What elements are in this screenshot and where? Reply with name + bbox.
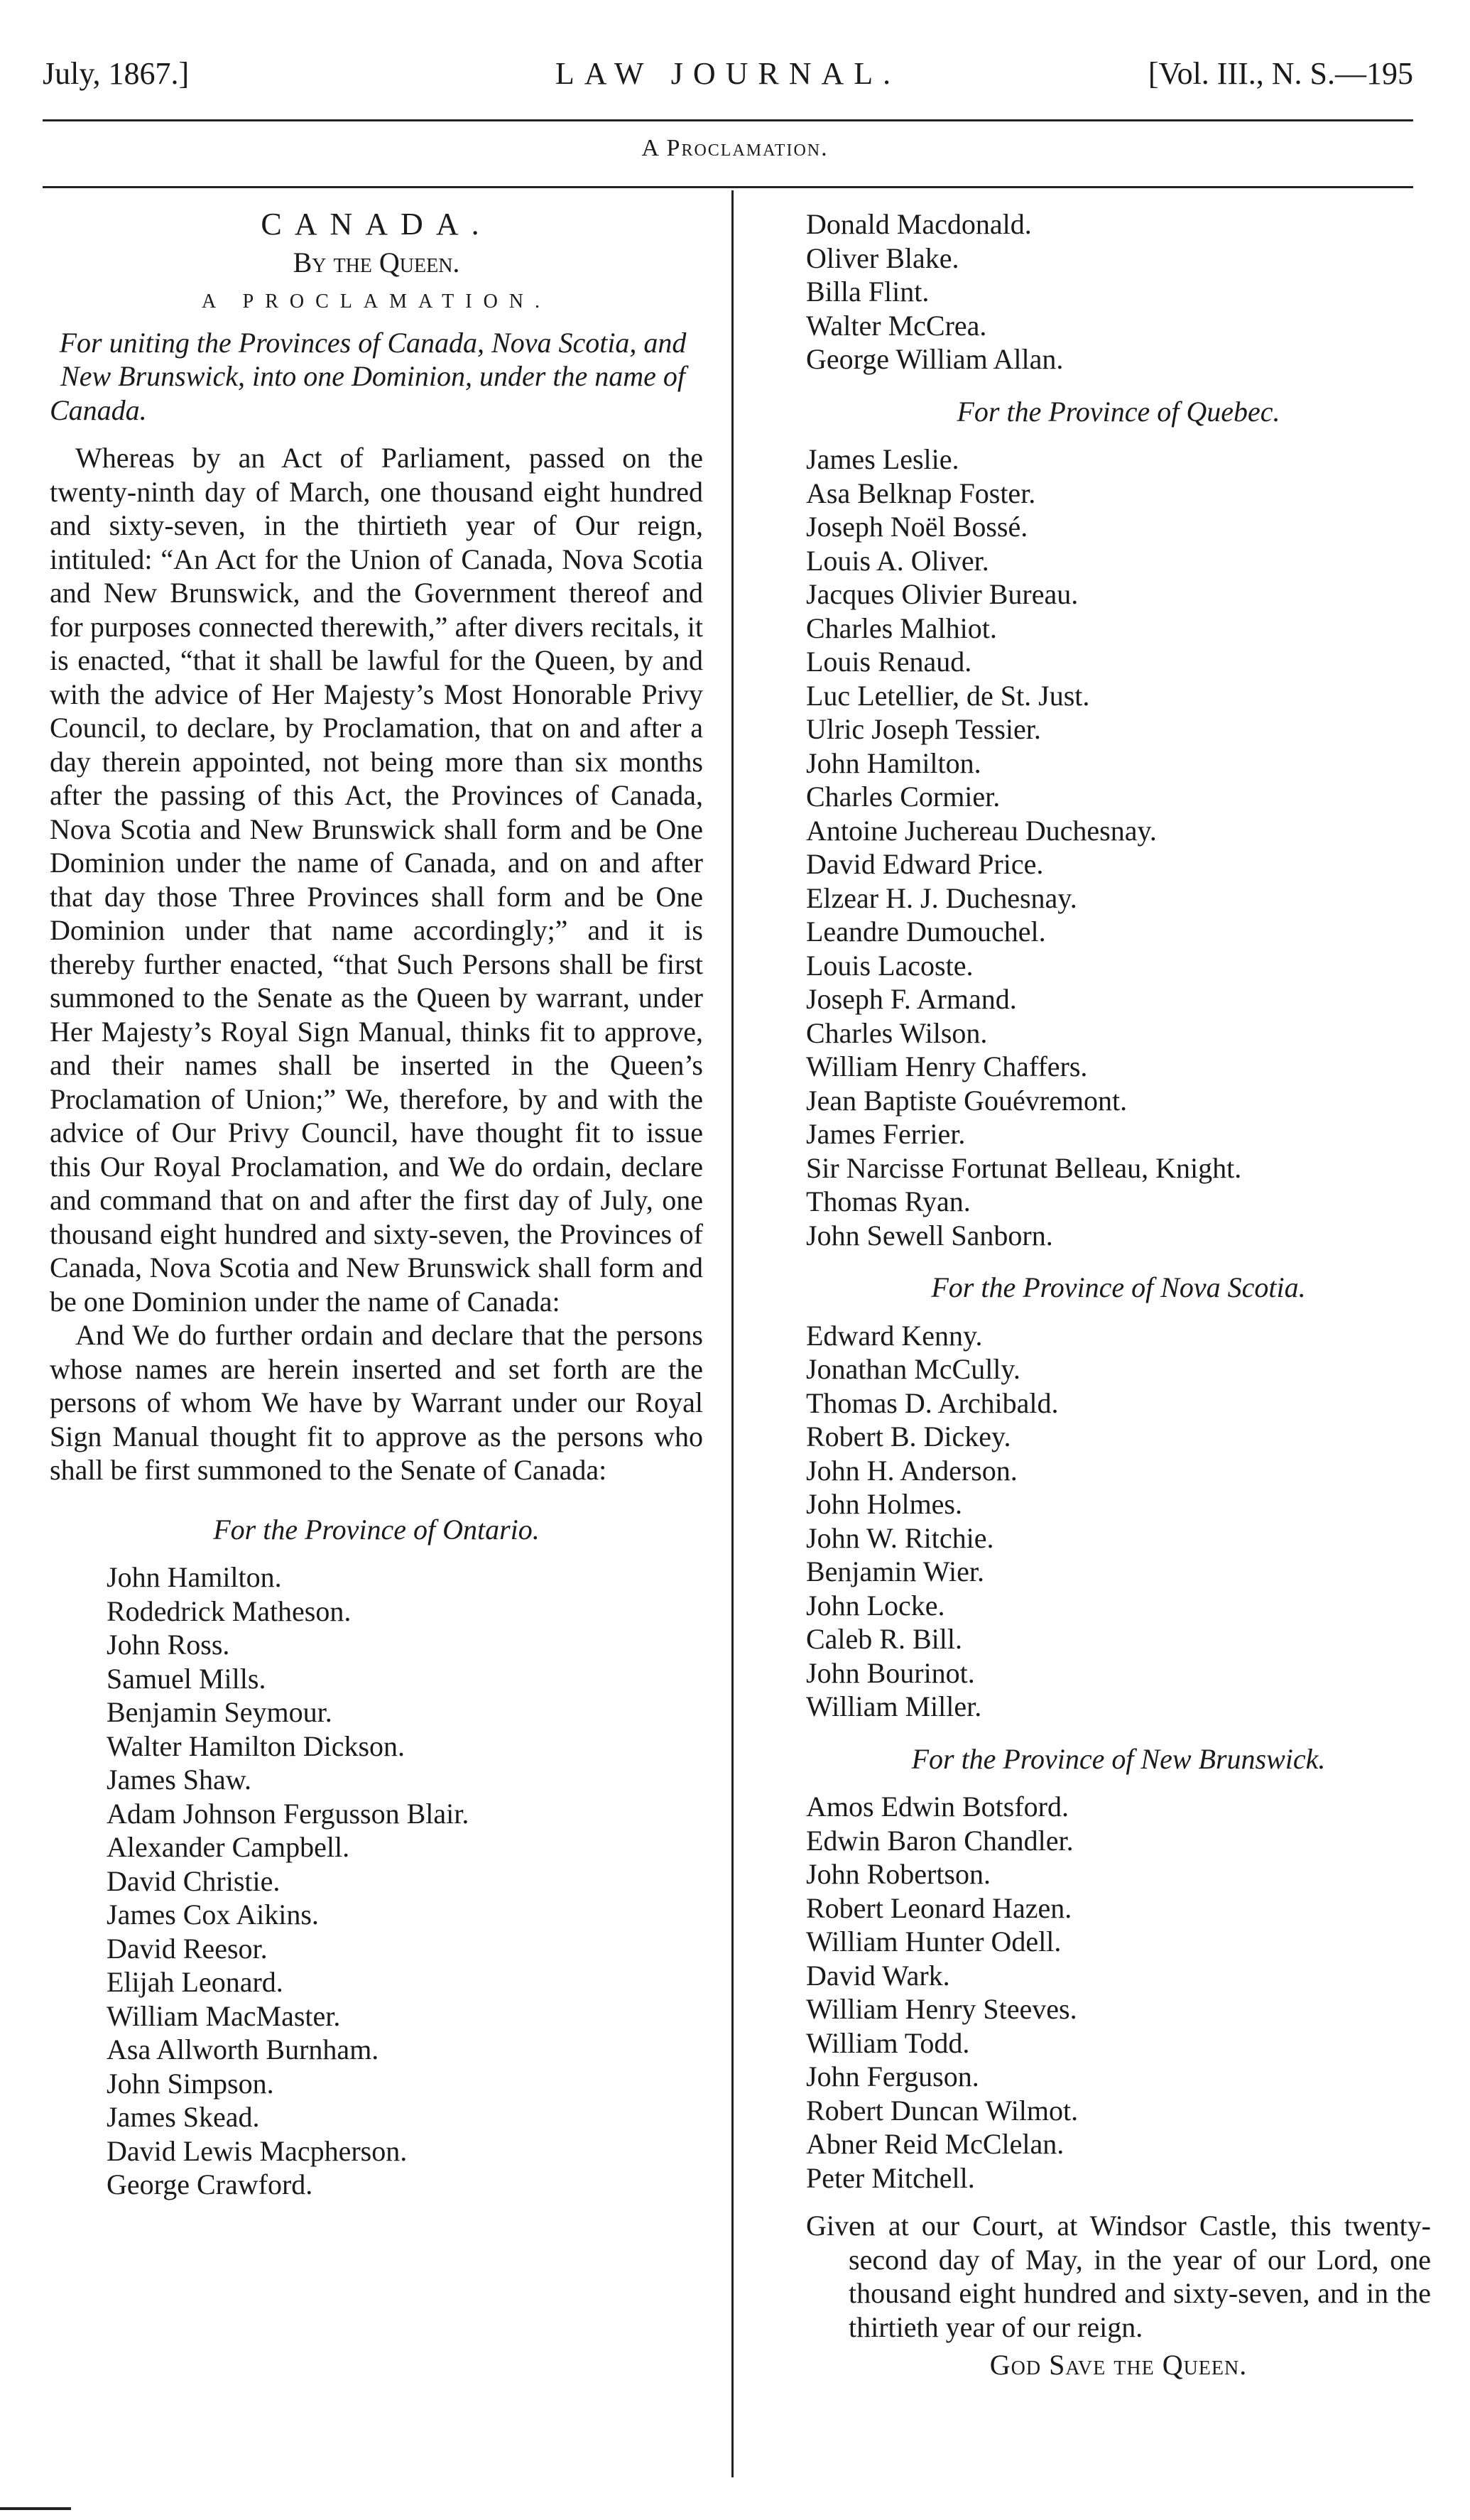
section-subheader: A Proclamation. xyxy=(641,135,829,161)
senator-name: Robert Leonard Hazen. xyxy=(806,1891,1072,1924)
senator-name: Louis Lacoste. xyxy=(806,949,974,982)
header-volume-page: [Vol. III., N. S.—195 xyxy=(1148,56,1413,91)
senator-name: Jonathan McCully. xyxy=(806,1353,1020,1385)
senator-name: David Wark. xyxy=(806,1959,950,1992)
senator-name: George William Allan. xyxy=(806,343,1064,375)
running-header xyxy=(43,55,1413,112)
senator-name: Leandre Dumouchel. xyxy=(806,916,1046,947)
quebec-heading: For the Province of Quebec. xyxy=(957,395,1280,428)
senator-name: John Holmes. xyxy=(806,1488,962,1520)
senator-name: William Hunter Odell. xyxy=(806,1926,1062,1957)
column-divider xyxy=(731,190,734,2477)
senator-name: William MacMaster. xyxy=(107,1999,341,2032)
senator-name: William Henry Chaffers. xyxy=(806,1050,1088,1082)
senator-name: John H. Anderson. xyxy=(806,1454,1018,1487)
senator-name: John Locke. xyxy=(806,1589,945,1622)
quebec-senators-list xyxy=(806,442,1431,1252)
whereas-paragraph: Whereas by an Act of Parliament, passed on the twenty-ninth day of March, one thousand eight hundred and sixty-seven, in the thirtieth year of Our reign, intituled: “An Act for the Union of Canada, Nova Scotia and New Brunswick, and the Government thereof and for purposes connected therewith,” after divers recitals, it is enacted, “that it shall be lawful for the Queen, by and with the advice of Her Majesty’s Most Honorable Privy Council, to declare, by Proclamation, that on and after a day therein appointed, not being more than six months after the passing of this Act, the Provinces of Canada, Nova Scotia and New Brunswick shall form and be One Dominion under the name of Canada, and on and after that day those Three Provinces shall form and be One Dominion under that name accordingly;” and it is thereby further enacted, “that Such Persons shall be first summoned to the Senate as the Queen by warrant, under Her Majesty’s Royal Sign Manual, thinks fit to approve, and their names shall be inserted in the Queen’s Proclamation of Union;” We, therefore, by and with the advice of Our Privy Council, have thought fit to issue this Our Royal Proclamation, and We do ordain, declare and command that on and after the first day of July, one thousand eight hundred and sixty-seven, the Provinces of Canada, Nova Scotia and New Brunswick shall form and be one Dominion under the name of Canada: xyxy=(50,442,703,1318)
by-the-queen: By the Queen. xyxy=(293,246,460,278)
senator-name: Benjamin Seymour. xyxy=(107,1696,332,1728)
senator-name: John W. Ritchie. xyxy=(806,1521,994,1554)
senator-name: Edward Kenny. xyxy=(806,1319,983,1352)
god-save-the-queen: God Save the Queen. xyxy=(989,2349,1248,2381)
senator-name: Billa Flint. xyxy=(806,276,930,308)
senator-name: John Hamilton. xyxy=(806,746,981,779)
senator-name: David Lewis Macpherson. xyxy=(107,2134,408,2167)
senator-name: John Ross. xyxy=(107,1629,230,1661)
header-journal-title: LAW JOURNAL. xyxy=(555,56,901,91)
senator-name: George Crawford. xyxy=(107,2168,313,2200)
senator-name: Samuel Mills. xyxy=(107,1662,266,1695)
proclamation-purpose: For uniting the Provinces of Canada, Nova Scotia, and New Brunswick, into one Dominion, under the name of Canada. xyxy=(50,326,687,426)
senator-name: Elzear H. J. Duchesnay. xyxy=(806,881,1077,914)
senator-name: Walter McCrea. xyxy=(806,309,987,342)
senator-name: Oliver Blake. xyxy=(806,241,959,274)
senator-name: David Christie. xyxy=(107,1864,281,1897)
senator-name: David Reesor. xyxy=(107,1932,268,1965)
ontario-senators-list xyxy=(50,1560,703,2202)
senator-name: Louis A. Oliver. xyxy=(806,544,989,577)
senator-name: Thomas D. Archibald. xyxy=(806,1386,1059,1419)
header-date: July, 1867.] xyxy=(43,56,190,91)
canada-title: CANADA. xyxy=(261,207,492,241)
senator-name: Charles Wilson. xyxy=(806,1016,988,1049)
ontario-senators-continued xyxy=(806,207,1431,376)
senator-name: Louis Renaud. xyxy=(806,646,972,678)
senator-name: Antoine Juchereau Duchesnay. xyxy=(806,814,1157,847)
senator-name: John Hamilton. xyxy=(107,1561,282,1593)
proclamation-heading: A PROCLAMATION. xyxy=(201,290,552,313)
closing-block xyxy=(806,2209,1431,2382)
senator-name: Amos Edwin Botsford. xyxy=(806,1791,1069,1823)
senator-name: Donald Macdonald. xyxy=(806,208,1032,240)
senator-name: Jacques Olivier Bureau. xyxy=(806,578,1079,610)
senator-name: Abner Reid McClelan. xyxy=(806,2128,1065,2160)
senator-name: James Cox Aikins. xyxy=(107,1899,319,1930)
senator-name: James Shaw. xyxy=(107,1764,252,1796)
senator-name: Adam Johnson Fergusson Blair. xyxy=(107,1797,469,1830)
senator-name: Walter Hamilton Dickson. xyxy=(107,1729,405,1762)
senator-name: James Ferrier. xyxy=(806,1118,966,1150)
senator-name: Charles Malhiot. xyxy=(806,612,997,644)
new-brunswick-senators-list xyxy=(806,1790,1431,2195)
senator-name: Jean Baptiste Gouévremont. xyxy=(806,1084,1128,1117)
senator-name: Joseph Noël Bossé. xyxy=(806,511,1028,543)
senator-name: William Miller. xyxy=(806,1690,982,1722)
senator-name: John Simpson. xyxy=(107,2067,274,2100)
senator-name: Elijah Leonard. xyxy=(107,1966,283,1998)
senator-name: James Leslie. xyxy=(806,443,959,475)
senator-name: Joseph F. Armand. xyxy=(806,983,1017,1015)
left-column xyxy=(50,207,703,2202)
new-brunswick-heading: For the Province of New Brunswick. xyxy=(911,1742,1326,1775)
senator-name: James Skead. xyxy=(107,2101,260,2133)
senator-name: Benjamin Wier. xyxy=(806,1555,984,1587)
senator-name: John Robertson. xyxy=(806,1858,991,1890)
ontario-heading: For the Province of Ontario. xyxy=(213,1513,540,1546)
senator-name: Thomas Ryan. xyxy=(806,1185,971,1217)
senator-name: John Bourinot. xyxy=(806,1656,975,1689)
senator-name: Ulric Joseph Tessier. xyxy=(806,713,1041,745)
nova-scotia-senators-list xyxy=(806,1319,1431,1724)
senator-name: John Ferguson. xyxy=(806,2060,979,2092)
senator-name: Alexander Campbell. xyxy=(107,1831,350,1863)
senator-name: William Henry Steeves. xyxy=(806,1993,1077,2025)
given-at-court: Given at our Court, at Windsor Castle, this twenty-second day of May, in the year of our Lord, one thousand eight hundred and sixty-seven, and in the thirtieth year of our reign. xyxy=(806,2210,1431,2343)
senator-name: John Sewell Sanborn. xyxy=(806,1219,1053,1251)
senator-name: Asa Allworth Burnham. xyxy=(107,2033,379,2065)
senator-name: Robert Duncan Wilmot. xyxy=(806,2094,1079,2127)
senator-name: Peter Mitchell. xyxy=(806,2161,975,2194)
senator-name: Rodedrick Matheson. xyxy=(107,1595,352,1627)
senator-name: Sir Narcisse Fortunat Belleau, Knight. xyxy=(806,1151,1242,1184)
senator-name: Robert B. Dickey. xyxy=(806,1421,1011,1452)
ordain-paragraph: And We do further ordain and declare that the persons whose names are herein inserted and set forth are the persons of whom We have by Warrant under our Royal Sign Manual thought fit to approve as the persons who shall be first summoned to the Senate of Canada: xyxy=(50,1319,703,1486)
header-rule-top xyxy=(43,119,1413,121)
header-rule-bottom xyxy=(43,186,1413,188)
senator-name: Edwin Baron Chandler. xyxy=(806,1824,1074,1857)
senator-name: William Todd. xyxy=(806,2026,970,2059)
nova-scotia-heading: For the Province of Nova Scotia. xyxy=(931,1271,1306,1303)
right-column xyxy=(806,207,1431,2382)
senator-name: Asa Belknap Foster. xyxy=(806,477,1036,509)
senator-name: Luc Letellier, de St. Just. xyxy=(806,679,1090,712)
senator-name: David Edward Price. xyxy=(806,848,1044,880)
footer-rule xyxy=(0,2507,71,2510)
senator-name: Charles Cormier. xyxy=(806,781,1001,813)
senator-name: Caleb R. Bill. xyxy=(806,1623,962,1655)
